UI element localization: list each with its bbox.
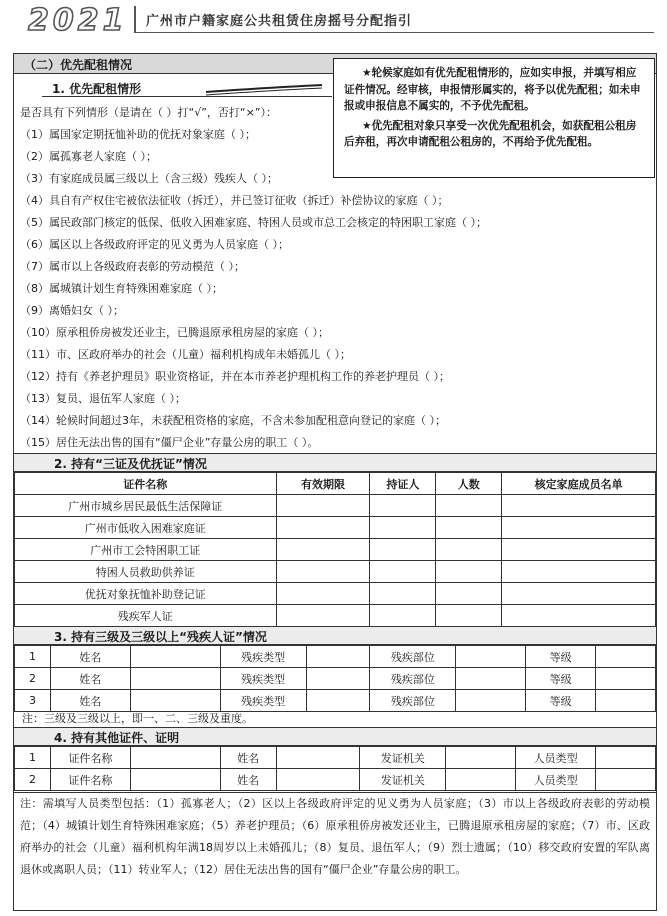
cert-section-title: 2. 持有“三证及优抚证”情况 bbox=[54, 457, 207, 471]
disability-part-label: 残疾部位 bbox=[370, 668, 456, 690]
form-frame bbox=[13, 53, 657, 911]
disability-type-field[interactable] bbox=[306, 646, 370, 668]
other-section-bar bbox=[14, 727, 656, 746]
cert-name-cell: 残疾军人证 bbox=[15, 605, 277, 627]
valid-period-field[interactable] bbox=[276, 561, 370, 583]
person-type-field[interactable] bbox=[596, 747, 656, 769]
disability-part-field[interactable] bbox=[456, 668, 526, 690]
disability-table bbox=[14, 645, 656, 712]
cert-section-bar bbox=[14, 453, 656, 472]
col-holder: 持证人 bbox=[370, 473, 436, 495]
table-row bbox=[15, 769, 656, 791]
name-field[interactable] bbox=[130, 690, 220, 712]
cert-name-cell: 广州市低收入困难家庭证 bbox=[15, 517, 277, 539]
col-count: 人数 bbox=[436, 473, 502, 495]
cert-name-cell: 优抚对象抚恤补助登记证 bbox=[15, 583, 277, 605]
member-list-field[interactable] bbox=[502, 495, 656, 517]
name-field[interactable] bbox=[130, 668, 220, 690]
page-header bbox=[0, 0, 667, 40]
cert-name-label: 证件名称 bbox=[50, 747, 130, 769]
table-row bbox=[15, 517, 656, 539]
valid-period-field[interactable] bbox=[276, 583, 370, 605]
header-rule bbox=[134, 32, 654, 33]
valid-period-field[interactable] bbox=[276, 605, 370, 627]
other-cert-table bbox=[14, 746, 656, 791]
option-item-12[interactable]: （12）持有《养老护理员》职业资格证，并在本市养老护理机构工作的养老护理员（ ）； bbox=[20, 370, 450, 383]
person-type-label: 人员类型 bbox=[516, 747, 596, 769]
intro-text: 是否具有下列情形（是请在（ ）打“√”，否打“×”）： bbox=[20, 106, 278, 119]
header-year: 2021 bbox=[28, 3, 128, 38]
holder-field[interactable] bbox=[370, 495, 436, 517]
option-item-13[interactable]: （13）复员、退伍军人家庭（ ）； bbox=[20, 392, 186, 405]
disability-type-label: 残疾类型 bbox=[220, 668, 306, 690]
count-field[interactable] bbox=[436, 495, 502, 517]
member-list-field[interactable] bbox=[502, 517, 656, 539]
callout-paragraph-1: ★轮候家庭如有优先配租情形的，应如实申报，并填写相应证件情况。经审核，申报情形属实的，将予以优先配租；如未申报或申报信息不属实的，不予优先配租。 bbox=[344, 67, 641, 112]
disability-part-label: 残疾部位 bbox=[370, 646, 456, 668]
table-row bbox=[15, 747, 656, 769]
row-number: 1 bbox=[15, 646, 51, 668]
row-number: 2 bbox=[15, 769, 51, 791]
holder-field[interactable] bbox=[370, 517, 436, 539]
col-cert-name: 证件名称 bbox=[15, 473, 277, 495]
option-item-10[interactable]: （10）原承租侨房被发还业主，已腾退原承租房屋的家庭（ ）； bbox=[20, 326, 329, 339]
cert-table bbox=[14, 472, 656, 627]
issuer-field[interactable] bbox=[446, 769, 516, 791]
holder-field[interactable] bbox=[370, 561, 436, 583]
disability-type-label: 残疾类型 bbox=[220, 690, 306, 712]
issuer-field[interactable] bbox=[446, 747, 516, 769]
option-item-3[interactable]: （3）有家庭成员属三级以上（含三级）残疾人（ ）； bbox=[20, 172, 278, 185]
disability-note: 注：三级及三级以上，即一、二、三级及重度。 bbox=[22, 712, 253, 725]
count-field[interactable] bbox=[436, 583, 502, 605]
holder-field[interactable] bbox=[370, 539, 436, 561]
holder-field[interactable] bbox=[370, 605, 436, 627]
level-field[interactable] bbox=[596, 668, 656, 690]
member-list-field[interactable] bbox=[502, 539, 656, 561]
cert-name-cell: 特困人员救助供养证 bbox=[15, 561, 277, 583]
other-section-title: 4. 持有其他证件、证明 bbox=[54, 731, 180, 745]
person-type-label: 人员类型 bbox=[516, 769, 596, 791]
subtitle-underline bbox=[42, 96, 332, 97]
row-number: 2 bbox=[15, 668, 51, 690]
name-field[interactable] bbox=[130, 646, 220, 668]
table-row bbox=[15, 668, 656, 690]
guide-title: 广州市户籍家庭公共租赁住房摇号分配指引 bbox=[146, 14, 413, 29]
option-item-11[interactable]: （11）市、区政府举办的社会（儿童）福利机构成年未婚孤儿（ ）； bbox=[20, 348, 351, 361]
member-list-field[interactable] bbox=[502, 583, 656, 605]
name-label: 姓名 bbox=[50, 668, 130, 690]
table-row bbox=[15, 495, 656, 517]
priority-subtitle: 1. 优先配租情形 bbox=[52, 82, 142, 96]
option-item-7[interactable]: （7）属市以上各级政府表彰的劳动模范（ ）； bbox=[20, 260, 245, 273]
table-row bbox=[15, 583, 656, 605]
option-item-8[interactable]: （8）属城镇计划生育特殊困难家庭（ ）； bbox=[20, 282, 223, 295]
name-label: 姓名 bbox=[220, 747, 276, 769]
name-label: 姓名 bbox=[50, 690, 130, 712]
name-field[interactable] bbox=[276, 747, 360, 769]
col-valid-period: 有效期限 bbox=[276, 473, 370, 495]
disability-type-field[interactable] bbox=[306, 668, 370, 690]
table-row bbox=[15, 690, 656, 712]
row-number: 3 bbox=[15, 690, 51, 712]
table-row bbox=[15, 561, 656, 583]
option-item-5[interactable]: （5）属民政部门核定的低保、低收入困难家庭、特困人员或市总工会核定的特困职工家庭（ ）； bbox=[20, 216, 487, 229]
table-row bbox=[15, 605, 656, 627]
table-row bbox=[15, 539, 656, 561]
level-label: 等级 bbox=[526, 646, 596, 668]
option-item-9[interactable]: （9）离婚妇女（ ）； bbox=[20, 304, 124, 317]
count-field[interactable] bbox=[436, 561, 502, 583]
cert-name-label: 证件名称 bbox=[50, 769, 130, 791]
option-item-6[interactable]: （6）属区以上各级政府评定的见义勇为人员家庭（ ）； bbox=[20, 238, 289, 251]
issuer-label: 发证机关 bbox=[360, 769, 446, 791]
disability-section-bar bbox=[14, 626, 656, 645]
footer-note: 注：需填写人员类型包括：（1）孤寡老人；（2）区以上各级政府评定的见义勇为人员家庭；（3）市以上各级政府表彰的劳动模范；（4）城镇计划生育特殊困难家庭；（5）养老护理员；（6）原承租侨房被发还业主，已腾退原承租房屋的家庭；（7）市、区政府举办的社会（儿童）福利机构年满18周岁以上未婚孤儿；（8）复员、退伍军人；（9）烈士遗属；（10）移交政府安置的军队离退休或离职人员；（11）转业军人；（12）居住无法出售的国有“僵尸企业”存量公房的职工。 bbox=[14, 792, 656, 881]
disability-part-label: 残疾部位 bbox=[370, 690, 456, 712]
table-row bbox=[15, 646, 656, 668]
name-label: 姓名 bbox=[220, 769, 276, 791]
member-list-field[interactable] bbox=[502, 561, 656, 583]
member-list-field[interactable] bbox=[502, 605, 656, 627]
option-item-1[interactable]: （1）属国家定期抚恤补助的优抚对象家庭（ ）； bbox=[20, 128, 256, 141]
row-number: 1 bbox=[15, 747, 51, 769]
holder-field[interactable] bbox=[370, 583, 436, 605]
count-field[interactable] bbox=[436, 605, 502, 627]
disability-part-field[interactable] bbox=[456, 690, 526, 712]
valid-period-field[interactable] bbox=[276, 539, 370, 561]
disability-type-field[interactable] bbox=[306, 690, 370, 712]
valid-period-field[interactable] bbox=[276, 495, 370, 517]
name-field[interactable] bbox=[276, 769, 360, 791]
level-field[interactable] bbox=[596, 690, 656, 712]
person-type-field[interactable] bbox=[596, 769, 656, 791]
cert-table-header bbox=[15, 473, 656, 495]
section-title: （二）优先配租情况 bbox=[24, 58, 133, 72]
valid-period-field[interactable] bbox=[276, 517, 370, 539]
count-field[interactable] bbox=[436, 539, 502, 561]
count-field[interactable] bbox=[436, 517, 502, 539]
notice-callout bbox=[333, 58, 655, 178]
option-item-15[interactable]: （15）居住无法出售的国有“僵尸企业”存量公房的职工（ ）。 bbox=[20, 436, 319, 449]
disability-type-label: 残疾类型 bbox=[220, 646, 306, 668]
cert-name-field[interactable] bbox=[130, 747, 220, 769]
option-item-14[interactable]: （14）轮候时间超过3年，未获配租资格的家庭，不含未参加配租意向登记的家庭（ ）； bbox=[20, 414, 446, 427]
cert-name-cell: 广州市工会特困职工证 bbox=[15, 539, 277, 561]
issuer-label: 发证机关 bbox=[360, 747, 446, 769]
col-member-list: 核定家庭成员名单 bbox=[502, 473, 656, 495]
level-label: 等级 bbox=[526, 668, 596, 690]
callout-paragraph-2: ★优先配租对象只享受一次优先配租机会，如获配租公租房后弃租，再次申请配租公租房的，不再给予优先配租。 bbox=[344, 119, 637, 148]
option-item-4[interactable]: （4）具自有产权住宅被依法征收（拆迁），并已签订征收（拆迁）补偿协议的家庭（ ）； bbox=[20, 194, 449, 207]
level-label: 等级 bbox=[526, 690, 596, 712]
swoosh-decoration bbox=[204, 83, 324, 97]
cert-name-cell: 广州市城乡居民最低生活保障证 bbox=[15, 495, 277, 517]
disability-section-title: 3. 持有三级及三级以上“残疾人证”情况 bbox=[54, 630, 267, 644]
cert-name-field[interactable] bbox=[130, 769, 220, 791]
name-label: 姓名 bbox=[50, 646, 130, 668]
disability-part-field[interactable] bbox=[456, 646, 526, 668]
header-divider bbox=[134, 6, 136, 32]
option-item-2[interactable]: （2）属孤寡老人家庭（ ）； bbox=[20, 150, 157, 163]
level-field[interactable] bbox=[596, 646, 656, 668]
